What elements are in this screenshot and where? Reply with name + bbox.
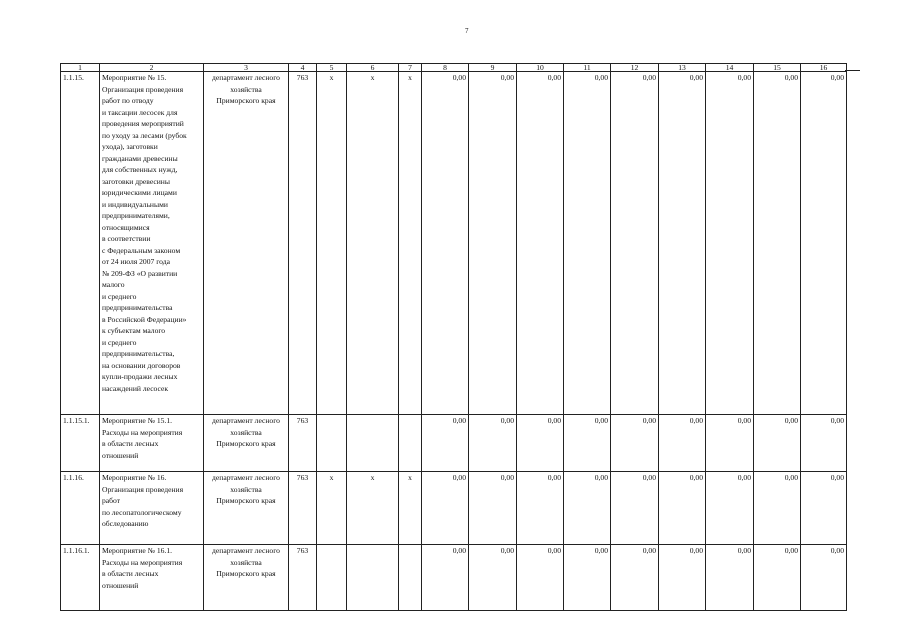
- cell-value: 0,00: [706, 72, 754, 415]
- cell-value: 0,00: [517, 545, 564, 611]
- cell-value: 0,00: [659, 415, 706, 472]
- row-name: Мероприятие № 15.1. Расходы на мероприятия в области лесных отношений: [100, 415, 204, 472]
- col-header: 1: [61, 64, 100, 72]
- cell-value: 0,00: [659, 472, 706, 545]
- row-executor: департамент лесного хозяйства Приморского края: [204, 545, 289, 611]
- cell-value: 0,00: [611, 72, 659, 415]
- row-name: Мероприятие № 15. Организация проведения работ по отводу и таксации лесосек для проведения мероприятий по уходу за лесами (рубок ухода), заготовки гражданами древесины для собственных нужд, заготовки древесины юридическими лицами и индивидуальными предпринимателями, относящимися в соответствии с Федеральным законом от 24 июля 2007 года № 209-ФЗ «О развитии малого и среднего предпринимательства в Российской Федерации» к субъектам малого и среднего предпринимательства, на основании договоров купли-продажи лесных насаждений лесосек: [100, 72, 204, 415]
- col-header: 7: [399, 64, 422, 72]
- col-header: 6: [347, 64, 399, 72]
- cell-c4: 763: [289, 72, 317, 415]
- table-row: [61, 545, 847, 611]
- col-header: 10: [517, 64, 564, 72]
- row-name: Мероприятие № 16. Организация проведения работ по лесопатологическому обследованию: [100, 472, 204, 545]
- cell-value: 0,00: [706, 545, 754, 611]
- cell-c6: [347, 415, 399, 472]
- cell-value: 0,00: [422, 545, 469, 611]
- cell-value: 0,00: [422, 72, 469, 415]
- cell-value: 0,00: [469, 415, 517, 472]
- cell-c7: [399, 545, 422, 611]
- cell-value: 0,00: [611, 415, 659, 472]
- cell-c7: [399, 415, 422, 472]
- col-header: 14: [706, 64, 754, 72]
- row-executor: департамент лесного хозяйства Приморского края: [204, 72, 289, 415]
- cell-c7: x: [399, 72, 422, 415]
- cell-c4: 763: [289, 545, 317, 611]
- table-row: [61, 472, 847, 545]
- col-header: 12: [611, 64, 659, 72]
- cell-value: 0,00: [422, 472, 469, 545]
- cell-value: 0,00: [611, 472, 659, 545]
- cell-c6: x: [347, 472, 399, 545]
- program-table: [60, 63, 847, 611]
- cell-value: 0,00: [469, 72, 517, 415]
- row-code: 1.1.16.1.: [61, 545, 100, 611]
- row-code: 1.1.15.: [61, 72, 100, 415]
- header-extension-line: [845, 70, 860, 71]
- col-header: 5: [317, 64, 347, 72]
- col-header: 4: [289, 64, 317, 72]
- cell-value: 0,00: [801, 545, 847, 611]
- row-code: 1.1.15.1.: [61, 415, 100, 472]
- col-header: 3: [204, 64, 289, 72]
- cell-c4: 763: [289, 472, 317, 545]
- cell-c5: x: [317, 472, 347, 545]
- cell-value: 0,00: [469, 472, 517, 545]
- cell-value: 0,00: [659, 545, 706, 611]
- cell-value: 0,00: [754, 415, 801, 472]
- cell-value: 0,00: [564, 472, 611, 545]
- cell-c5: x: [317, 72, 347, 415]
- cell-value: 0,00: [754, 472, 801, 545]
- col-header: 16: [801, 64, 847, 72]
- cell-c6: x: [347, 72, 399, 415]
- col-header: 13: [659, 64, 706, 72]
- col-header: 9: [469, 64, 517, 72]
- cell-value: 0,00: [801, 472, 847, 545]
- cell-value: 0,00: [801, 415, 847, 472]
- table-row: [61, 72, 847, 415]
- cell-value: 0,00: [517, 472, 564, 545]
- col-header: 11: [564, 64, 611, 72]
- cell-c4: 763: [289, 415, 317, 472]
- cell-value: 0,00: [564, 545, 611, 611]
- cell-value: 0,00: [469, 545, 517, 611]
- row-executor: департамент лесного хозяйства Приморского края: [204, 472, 289, 545]
- cell-value: 0,00: [611, 545, 659, 611]
- page-number: 7: [465, 27, 469, 35]
- cell-value: 0,00: [422, 415, 469, 472]
- column-number-header: [61, 64, 847, 72]
- row-executor: департамент лесного хозяйства Приморского края: [204, 415, 289, 472]
- cell-value: 0,00: [564, 72, 611, 415]
- cell-value: 0,00: [706, 472, 754, 545]
- cell-value: 0,00: [754, 72, 801, 415]
- cell-c6: [347, 545, 399, 611]
- col-header: 8: [422, 64, 469, 72]
- cell-value: 0,00: [659, 72, 706, 415]
- cell-value: 0,00: [564, 415, 611, 472]
- table-row: [61, 415, 847, 472]
- cell-value: 0,00: [706, 415, 754, 472]
- row-name: Мероприятие № 16.1. Расходы на мероприятия в области лесных отношений: [100, 545, 204, 611]
- col-header: 2: [100, 64, 204, 72]
- cell-value: 0,00: [517, 415, 564, 472]
- cell-c5: [317, 545, 347, 611]
- cell-c7: x: [399, 472, 422, 545]
- cell-value: 0,00: [517, 72, 564, 415]
- cell-value: 0,00: [754, 545, 801, 611]
- cell-value: 0,00: [801, 72, 847, 415]
- col-header: 15: [754, 64, 801, 72]
- row-code: 1.1.16.: [61, 472, 100, 545]
- cell-c5: [317, 415, 347, 472]
